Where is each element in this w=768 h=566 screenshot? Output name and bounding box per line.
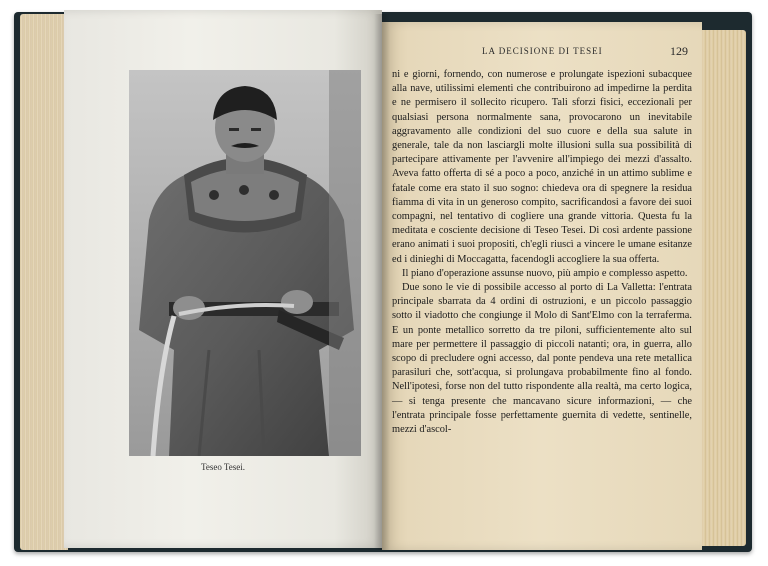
paragraph: Il piano d'operazione assunse nuovo, più ampio e complesso aspetto. — [402, 267, 688, 279]
running-head-title: LA DECISIONE DI TESEI — [482, 46, 603, 56]
right-page — [382, 22, 702, 550]
paragraph: Due sono le vie di possibile accesso al porto di La Valletta: l'entrata principale sbarrata da 4 ordini di ostruzioni, e un piccolo passaggio sotto il viadotto che congiunge il Molo di Sant'Elmo con la terraferma. E un ponte metallico sorretto da tre piloni, sufficientemente alto sul mare per permettere il passaggio di piccoli natanti; ora, in guerra, allo scopo di precludere ogni accesso, dal ponte pendeva una rete metallica parasiluri che, sott'acqua, si prolungava probabilmente fino al fondo. Nell'ipotesi, forse non del tutto rispondente alla realtà, ma certo logica, — si tenga presente che mancavano sicure informazioni, — che l'entrata principale fosse perfettamente guernita di vedette, sentinelle, mezzi d'ascol- — [392, 282, 692, 436]
paragraph: ni e giorni, fornendo, con numerose e prolungate ispezioni subacquee alla nave, utilissimi elementi che contribuirono ad impedirne la perdita e ne permisero il sollecito ricupero. Tali sforzi fisici, eccezionali per qualsiasi persona normalmente sana, provocarono un inevitabile aggravamento alle condizioni del suo cuore e della sua salute in generale, tale da non lasciargli molte illusioni sulla sua possibilità di partecipare attivamente per l'avvenire all'impiego dei mezzi d'assalto. Aveva fatto offerta di sé a poco a poco, anziché in un attimo sublime e fatale come era stato il suo sogno: chiedeva ora di spegnere la residua fiamma di vita in un generoso compito, sacrificandosi a favore dei suoi compagni, nel tentativo di cogliere una grande vittoria. Questa fu la meditata e cosciente decisione di Teseo Tesei. Di così ardente passione erano animati i suoi propositi, ch'egli riuscì a vincere le umane esitanze ed i dinieghi di Moccagatta, facendogli accogliere la sua offerta. — [392, 69, 692, 265]
left-page-edges — [20, 14, 68, 550]
book-spine-shadow — [374, 14, 390, 550]
diver-photo-illustration — [129, 70, 361, 456]
body-text — [392, 68, 692, 437]
photo-caption: Teseo Tesei. — [200, 462, 246, 472]
page-number: 129 — [670, 44, 688, 58]
diver-portrait-photo — [129, 70, 361, 456]
right-page-edges — [700, 30, 746, 546]
left-page — [64, 10, 382, 548]
